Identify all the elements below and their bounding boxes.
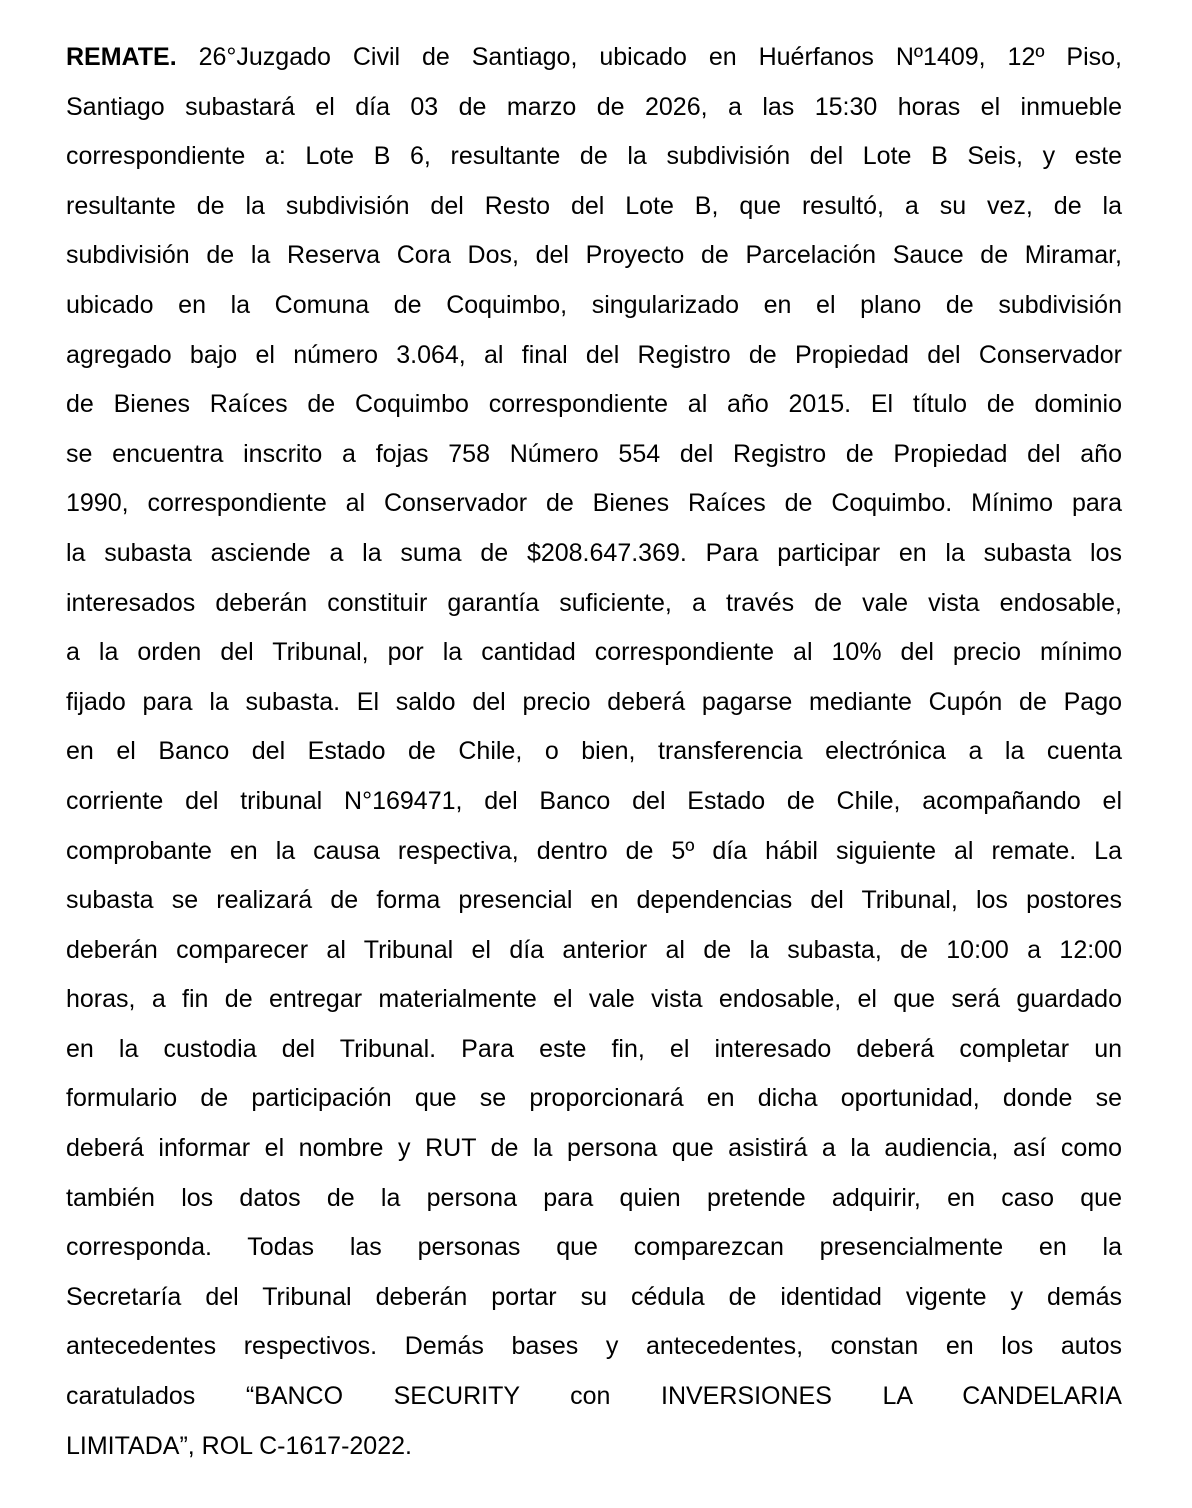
notice-line-text: 26°Juzgado Civil de Santiago, ubicado en Huérfanos Nº1409, 12º Piso, — [176, 43, 1122, 71]
notice-line: corresponda. Todas las personas que comparezcan presencialmente en la — [66, 1233, 1122, 1262]
notice-line: deberá informar el nombre y RUT de la persona que asistirá a la audiencia, así como — [66, 1134, 1122, 1163]
notice-line: Secretaría del Tribunal deberán portar su cédula de identidad vigente y demás — [66, 1282, 1122, 1311]
notice-line: fijado para la subasta. El saldo del precio deberá pagarse mediante Cupón de Pago — [66, 687, 1122, 716]
notice-line: subdivisión de la Reserva Cora Dos, del Proyecto de Parcelación Sauce de Miramar, — [66, 241, 1122, 270]
notice-line: horas, a fin de entregar materialmente el vale vista endosable, el que será guardado — [66, 985, 1122, 1014]
notice-line: caratulados “BANCO SECURITY con INVERSIONES LA CANDELARIA — [66, 1382, 1122, 1411]
notice-line: corriente del tribunal N°169471, del Banco del Estado de Chile, acompañando el — [66, 786, 1122, 815]
notice-line — [66, 33, 1122, 83]
notice-line-last: LIMITADA”, ROL C-1617-2022. — [66, 1431, 412, 1460]
notice-line: la subasta asciende a la suma de $208.647.369. Para participar en la subasta los — [66, 538, 1122, 567]
notice-line: Santiago subastará el día 03 de marzo de 2026, a las 15:30 horas el inmueble — [66, 92, 1122, 121]
notice-line: 1990, correspondiente al Conservador de Bienes Raíces de Coquimbo. Mínimo para — [66, 489, 1122, 518]
notice-line: antecedentes respectivos. Demás bases y antecedentes, constan en los autos — [66, 1332, 1122, 1361]
notice-line: subasta se realizará de forma presencial en dependencias del Tribunal, los postores — [66, 886, 1122, 915]
notice-line: comprobante en la causa respectiva, dentro de 5º día hábil siguiente al remate. La — [66, 836, 1122, 865]
notice-line: en el Banco del Estado de Chile, o bien, transferencia electrónica a la cuenta — [66, 737, 1122, 766]
notice-line: ubicado en la Comuna de Coquimbo, singularizado en el plano de subdivisión — [66, 290, 1122, 319]
notice-line: se encuentra inscrito a fojas 758 Número 554 del Registro de Propiedad del año — [66, 439, 1122, 468]
auction-notice — [66, 33, 1122, 1471]
notice-line: interesados deberán constituir garantía suficiente, a través de vale vista endosable, — [66, 588, 1122, 617]
notice-line: en la custodia del Tribunal. Para este fin, el interesado deberá completar un — [66, 1034, 1122, 1063]
notice-line: a la orden del Tribunal, por la cantidad correspondiente al 10% del precio mínimo — [66, 638, 1122, 667]
notice-line: agregado bajo el número 3.064, al final del Registro de Propiedad del Conservador — [66, 340, 1122, 369]
notice-line: de Bienes Raíces de Coquimbo correspondiente al año 2015. El título de dominio — [66, 390, 1122, 419]
notice-line: correspondiente a: Lote B 6, resultante de la subdivisión del Lote B Seis, y este — [66, 142, 1122, 171]
notice-heading: REMATE. — [66, 43, 177, 71]
notice-line: también los datos de la persona para quien pretende adquirir, en caso que — [66, 1183, 1122, 1212]
notice-line: deberán comparecer al Tribunal el día anterior al de la subasta, de 10:00 a 12:00 — [66, 935, 1122, 964]
notice-line: formulario de participación que se proporcionará en dicha oportunidad, donde se — [66, 1084, 1122, 1113]
notice-line: resultante de la subdivisión del Resto del Lote B, que resultó, a su vez, de la — [66, 191, 1122, 220]
